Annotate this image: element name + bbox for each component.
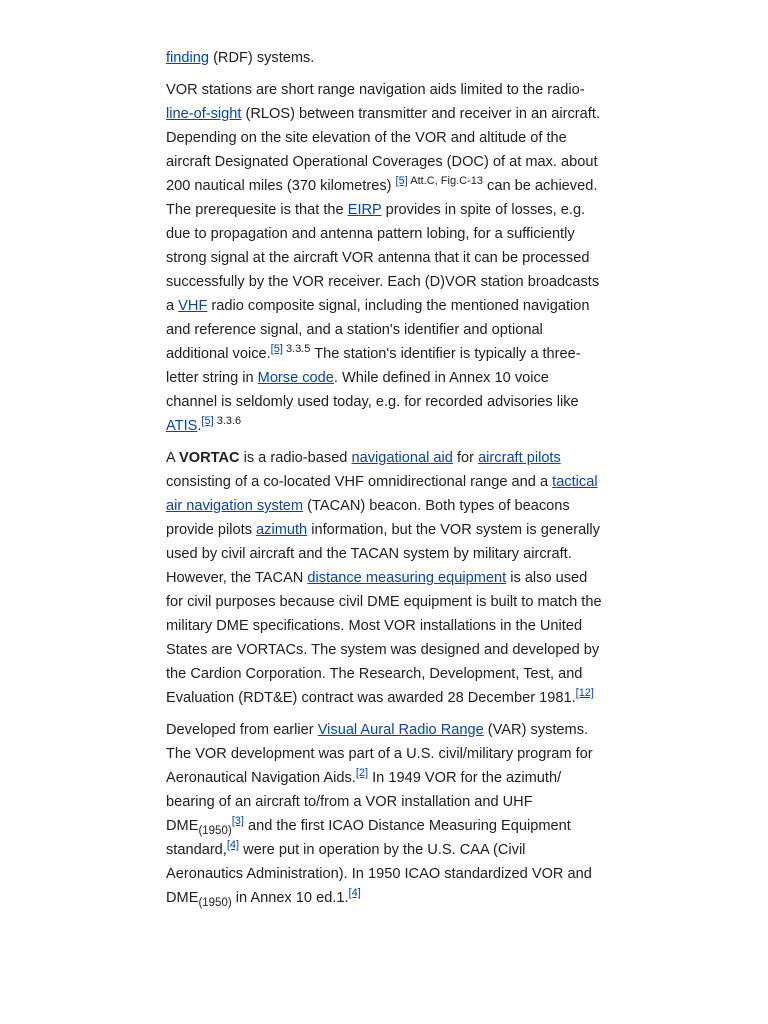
link-eirp[interactable]: EIRP: [347, 202, 382, 218]
link-navigational-aid[interactable]: navigational aid: [351, 450, 453, 466]
text: Developed from earlier: [166, 722, 318, 738]
ref-link-5[interactable]: [5]: [395, 175, 408, 187]
link-azimuth[interactable]: azimuth: [256, 522, 308, 538]
link-tacan[interactable]: tactical air navigation system: [166, 474, 598, 514]
reference-5: [396, 175, 408, 187]
ref-link-2[interactable]: [2]: [355, 767, 369, 779]
ref-link-5[interactable]: [5]: [201, 415, 214, 427]
link-dme[interactable]: distance measuring equipment: [307, 570, 507, 586]
reference-3: [232, 815, 244, 827]
paragraph-vor-range: [166, 78, 602, 438]
link-aircraft-pilots[interactable]: aircraft pilots: [478, 450, 561, 466]
text: . While defined in Annex 10 voice channel is seldomly used today, e.g. for recorded advisories like: [166, 370, 579, 410]
link-finding[interactable]: finding: [166, 50, 210, 66]
ref-link-5[interactable]: [5]: [270, 343, 283, 355]
text: information, but the VOR system is generally used by civil aircraft and the TACAN system by military aircraft. However, the TACAN: [166, 522, 600, 586]
link-line-of-sight[interactable]: line-of-sight: [166, 106, 242, 122]
ref-link-3[interactable]: [3]: [231, 815, 244, 827]
text: (TACAN) beacon. Both types of beacons provide pilots: [166, 498, 570, 538]
text: can be achieved. The prerequesite is that the: [166, 178, 598, 218]
link-vhf[interactable]: VHF: [178, 298, 208, 314]
ref-link-12[interactable]: [12]: [575, 687, 594, 699]
reference-note: Att.C, Fig.C-13: [407, 175, 483, 187]
subscript-year: (1950): [198, 825, 232, 837]
reference-12: [576, 687, 594, 699]
ref-link-4[interactable]: [4]: [348, 887, 361, 899]
text: for: [452, 450, 479, 466]
article-content: [166, 46, 602, 918]
text: (RDF) systems.: [209, 50, 315, 66]
text: VOR stations are short range navigation aids limited to the radio-: [166, 82, 585, 98]
text: The station's identifier is typically a three-letter string in: [166, 346, 581, 386]
reference-5: [271, 343, 283, 355]
text: .: [197, 418, 202, 434]
text: In 1949 VOR for the azimuth/ bearing of an aircraft to/from a VOR installation and UHF DME: [166, 770, 562, 834]
paragraph-vortac: [166, 446, 602, 710]
term-vortac: VORTAC: [178, 450, 240, 466]
text: (VAR) systems. The VOR development was part of a U.S. civil/military program for Aeronautical Navigation Aids.: [166, 722, 593, 786]
reference-2: [356, 767, 368, 779]
text: consisting of a co-located VHF omnidirectional range and a: [166, 474, 553, 490]
text: and the first ICAO Distance Measuring Equipment standard,: [166, 818, 571, 858]
link-var[interactable]: Visual Aural Radio Range: [317, 722, 484, 738]
text: provides in spite of losses, e.g. due to propagation and antenna pattern lobing, for a sufficiently strong signal at the aircraft VOR antenna that it can be processed successfully by the VOR receiver. Each (D)VOR station broadcasts a: [166, 202, 600, 314]
paragraph-rdf: [166, 46, 602, 70]
text: (RLOS) between transmitter and receiver in an aircraft. Depending on the site elevation of the VOR and altitude of the aircraft Designated Operational Coverages (DOC) of at max. about 200 nautical miles (370 kilometres): [166, 106, 600, 194]
paragraph-history: [166, 718, 602, 910]
reference-note: 3.3.5: [282, 343, 311, 355]
subscript-year: (1950): [198, 897, 232, 909]
link-morse-code[interactable]: Morse code: [257, 370, 334, 386]
text: radio composite signal, including the mentioned navigation and reference signal, and a station's identifier and optional additional voice.: [166, 298, 590, 362]
text: A: [166, 450, 179, 466]
text: is also used for civil purposes because civil DME equipment is built to match the military DME specifications. Most VOR installations in the United States are VORTACs. The system was designed and developed by the Cardion Corporation. The Research, Development, Test, and Evaluation (RDT&E) contract was awarded 28 December 1981.: [166, 570, 602, 706]
text: in Annex 10 ed.1.: [231, 890, 349, 906]
reference-4: [349, 887, 361, 899]
link-atis[interactable]: ATIS: [166, 418, 198, 434]
reference-note: 3.3.6: [213, 415, 242, 427]
text: is a radio-based: [239, 450, 352, 466]
ref-link-4[interactable]: [4]: [226, 839, 240, 851]
reference-4: [227, 839, 239, 851]
text: were put in operation by the U.S. CAA (Civil Aeronautics Administration). In 1950 ICAO standardized VOR and DME: [166, 842, 592, 906]
reference-5: [201, 415, 213, 427]
